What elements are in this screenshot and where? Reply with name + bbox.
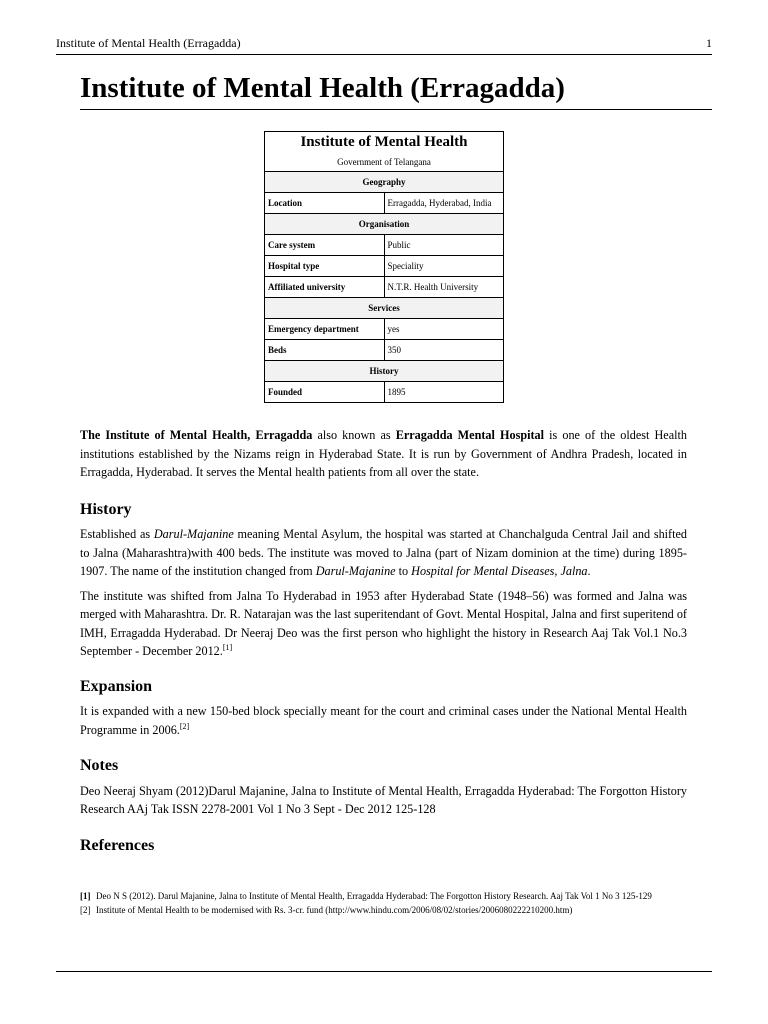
intro-bold-alias: Erragadda Mental Hospital: [395, 428, 545, 442]
intro-bold-name: The Institute of Mental Health, Erragadda: [80, 428, 313, 442]
intro-text: also known as: [312, 428, 396, 442]
history-italic: Hospital for Mental Diseases, Jalna: [411, 564, 588, 578]
infobox-title: Institute of Mental Health: [265, 132, 504, 153]
footer-rule: [56, 971, 712, 972]
references-heading: References: [80, 836, 155, 854]
infobox-row-affiliated-university: [265, 277, 504, 298]
expansion-paragraph: [80, 702, 687, 739]
infobox-label: Affiliated university: [265, 277, 385, 298]
infobox-section-geography: Geography: [265, 172, 504, 193]
history-paragraph-1: [80, 525, 687, 581]
reference-number: [2]: [80, 905, 91, 915]
infobox-row-beds: [265, 340, 504, 361]
reference-number: [1]: [80, 891, 91, 901]
reference-item: [80, 904, 687, 917]
infobox-label: Hospital type: [265, 256, 385, 277]
history-text: Established as: [80, 527, 154, 541]
infobox-row-founded: [265, 382, 504, 403]
page-number: 1: [706, 36, 712, 50]
notes-paragraph: Deo Neeraj Shyam (2012)Darul Majanine, Jalna to Institute of Mental Health, Erragadda Hyderabad: The Forgotton History Research AAj Tak ISSN 2278-2001 Vol 1 No 3 Sept - Dec 2012 125-128: [80, 783, 687, 816]
history-text: meaning Mental Asylum, the hospital was started at Chanchalguda Central Jail and shifted to Jalna (Maharashtra)with 400 beds. The institute was moved to Jalna (part of Nizam dominion at the time) during 1895-1907. The name of the institution changed from: [80, 527, 687, 578]
notes-heading: Notes: [80, 757, 119, 774]
intro-text: is one of the oldest Health institutions established by the Nizams reign in Hyderabad State. It is run by Government of Andhra Pradesh, located in Erragadda, Hyderabad. It serves the Mental health patients from all over the state.: [80, 428, 687, 479]
infobox-label: Founded: [265, 382, 385, 403]
history-text: .: [587, 564, 591, 578]
infobox-value: yes: [384, 319, 504, 340]
article-body: [80, 426, 687, 855]
reference-text[interactable]: Institute of Mental Health to be modernised with Rs. 3-cr. fund (http://www.hindu.com/2006/08/02/stories/2006080222210200.htm): [96, 905, 573, 915]
infobox-section-history: History: [265, 361, 504, 382]
citation-link[interactable]: [1]: [222, 642, 233, 652]
infobox-row-location: [265, 193, 504, 214]
history-text: The institute was shifted from Jalna To Hyderabad in 1953 after Hyderabad State (1948–56) was formed and Jalna was merged with Maharashtra. Dr. R. Natarajan was the last superitendant of Govt. Mental Hospital, Jalna and first superitend of IMH, Erragadda Hyderabad. Dr Neeraj Deo was the first person who highlight the history in Research Aaj Tak Vol.1 No.3 September - December 2012.: [80, 588, 687, 658]
infobox-section-services: Services: [265, 298, 504, 319]
infobox-subtitle: Government of Telangana: [265, 153, 504, 172]
infobox-label: Emergency department: [265, 319, 385, 340]
page-title: Institute of Mental Health (Erragadda): [80, 72, 712, 110]
infobox-section-organisation: Organisation: [265, 214, 504, 235]
infobox-value: 350: [384, 340, 504, 361]
infobox-label: Beds: [265, 340, 385, 361]
expansion-heading: Expansion: [80, 677, 153, 695]
citation-link[interactable]: [2]: [179, 721, 190, 731]
reference-item: [80, 890, 687, 903]
infobox-label: Care system: [265, 235, 385, 256]
history-heading: History: [80, 500, 132, 518]
history-text: to: [395, 564, 412, 578]
infobox-row-care-system: [265, 235, 504, 256]
expansion-text: It is expanded with a new 150-bed block specially meant for the court and criminal cases under the National Mental Health Programme in 2006.: [80, 704, 687, 737]
infobox: [264, 131, 504, 403]
infobox-row-hospital-type: [265, 256, 504, 277]
history-italic: Darul-Majanine: [315, 564, 396, 578]
history-italic: Darul-Majanine: [153, 527, 234, 541]
infobox-row-emergency-department: [265, 319, 504, 340]
infobox-label: Location: [265, 193, 385, 214]
running-header-title: Institute of Mental Health (Erragadda): [56, 36, 241, 50]
references-list: [80, 890, 687, 917]
infobox-value: Erragadda, Hyderabad, India: [384, 193, 504, 214]
infobox-value: Public: [384, 235, 504, 256]
infobox-value: N.T.R. Health University: [384, 277, 504, 298]
history-paragraph-2: [80, 587, 687, 661]
reference-text: Deo N S (2012). Darul Majanine, Jalna to Institute of Mental Health, Erragadda Hyderabad: The Forgotton History Research. Aaj Tak Vol 1 No 3 125-129: [96, 891, 652, 901]
infobox-value: Speciality: [384, 256, 504, 277]
infobox-value: 1895: [384, 382, 504, 403]
intro-paragraph: [80, 426, 687, 482]
running-header: [56, 36, 712, 55]
